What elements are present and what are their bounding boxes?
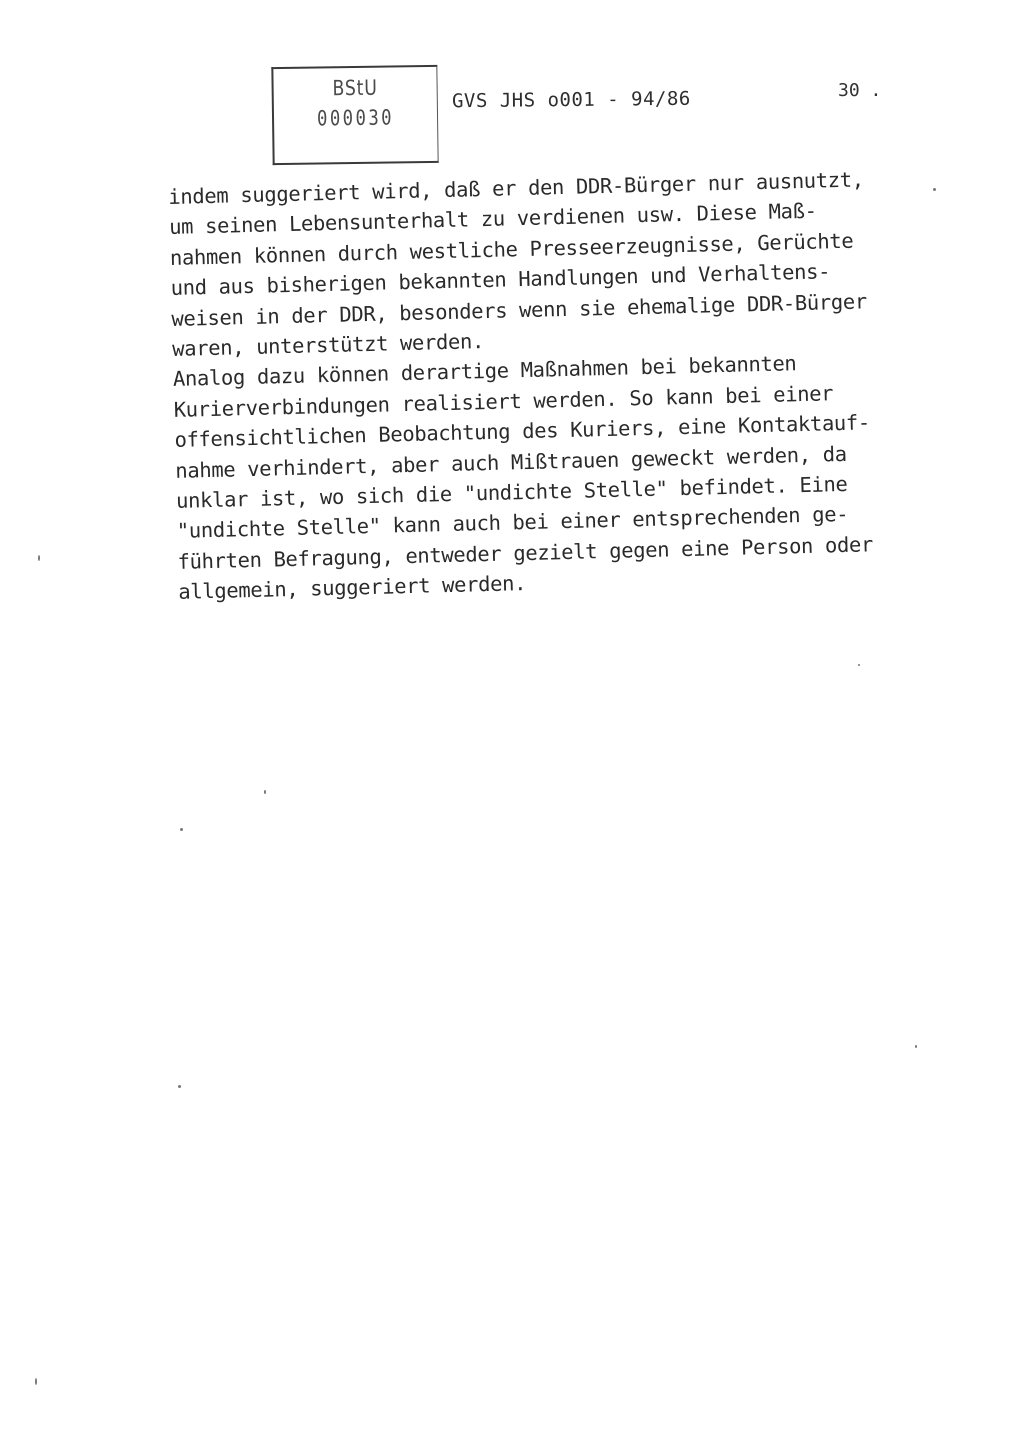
stamp-agency: BStU <box>332 75 378 101</box>
text-line: Analog dazu können derartige Maßnahmen bei bekannten <box>172 351 797 392</box>
scan-speck <box>178 1085 181 1088</box>
text-line: führten Befragung, entweder gezielt gegen eine Person oder <box>177 531 874 574</box>
text-line: nahme verhindert, aber auch Mißtrauen geweckt werden, da <box>174 441 847 483</box>
scan-speck <box>35 1378 37 1385</box>
text-line: "undichte Stelle" kann auch bei einer entsprechenden ge- <box>176 502 849 544</box>
text-line: um seinen Lebensunterhalt zu verdienen usw. Diese Maß- <box>168 198 817 240</box>
text-line: unklar ist, wo sich die "undichte Stelle" befindet. Eine <box>175 471 848 513</box>
text-line: indem suggeriert wird, daß er den DDR-Bürger nur ausnutzt, <box>168 167 865 209</box>
scan-speck <box>858 664 860 666</box>
text-line: Kurierverbindungen realisiert werden. So kann bei einer <box>173 380 834 422</box>
scan-speck <box>180 828 183 831</box>
scan-speck <box>264 790 266 794</box>
archive-stamp <box>271 65 438 165</box>
body-text <box>168 162 959 607</box>
scan-speck <box>915 1045 917 1048</box>
stamp-number: 000030 <box>316 105 395 131</box>
page-number: 30 . <box>838 80 882 101</box>
scan-speck <box>38 555 40 561</box>
scan-speck <box>933 188 936 191</box>
document-reference: GVS JHS o001 - 94/86 <box>451 87 691 113</box>
text-line: nahmen können durch westliche Presseerzeugnisse, Gerüchte <box>169 228 854 270</box>
text-line: allgemein, suggeriert werden. <box>178 571 527 604</box>
text-line: weisen in der DDR, besonders wenn sie ehemalige DDR-Bürger <box>171 288 868 331</box>
text-line: offensichtlichen Beobachtung des Kuriers, eine Kontaktauf- <box>174 410 871 453</box>
text-line: und aus bisherigen bekannten Handlungen und Verhaltens- <box>170 259 831 301</box>
text-line: waren, unterstützt werden. <box>171 329 485 361</box>
